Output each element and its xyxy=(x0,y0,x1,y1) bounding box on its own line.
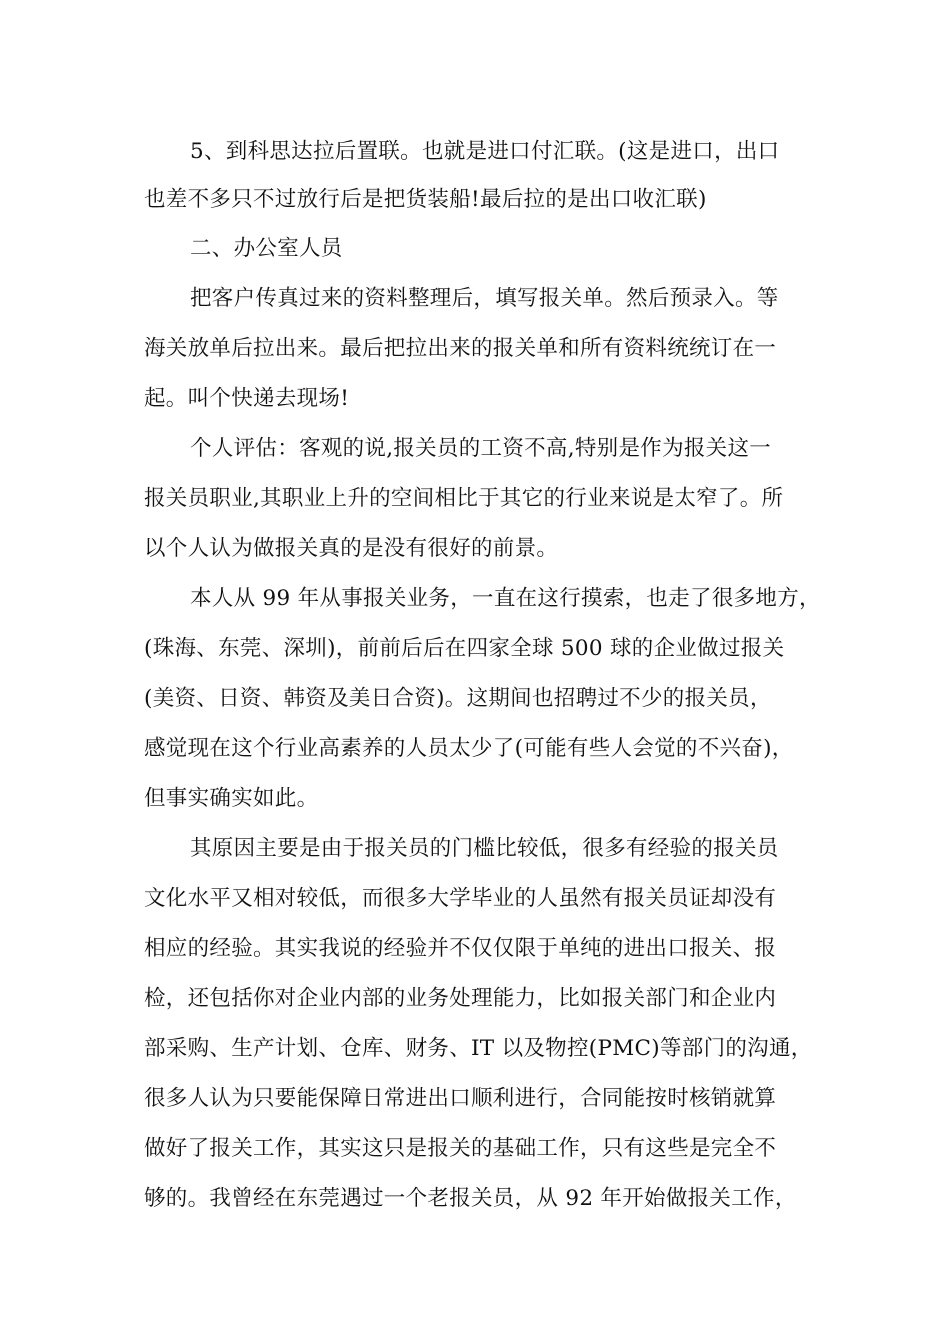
paragraph-line: (美资、日资、韩资及美日合资)。这期间也招聘过不少的报关员， xyxy=(144,686,772,711)
paragraph-line: 5、到科思达拉后置联。也就是进口付汇联。(这是进口，出口 xyxy=(190,139,780,164)
paragraph-line: 检，还包括你对企业内部的业务处理能力，比如报关部门和企业内 xyxy=(144,986,777,1011)
paragraph-line: 本人从 99 年从事报关业务，一直在这行摸索，也走了很多地方， xyxy=(190,586,821,611)
paragraph-line: 也差不多只不过放行后是把货装船!最后拉的是出口收汇联) xyxy=(144,187,707,212)
paragraph-line: 把客户传真过来的资料整理后，填写报关单。然后预录入。等 xyxy=(190,286,779,311)
paragraph-line: 以个人认为做报关真的是没有很好的前景。 xyxy=(144,536,559,561)
paragraph-line: 个人评估：客观的说,报关员的工资不高,特别是作为报关这一 xyxy=(190,436,772,461)
paragraph-line: 相应的经验。其实我说的经验并不仅仅限于单纯的进出口报关、报 xyxy=(144,936,777,961)
paragraph-line: 做好了报关工作，其实这只是报关的基础工作，只有这些是完全不 xyxy=(144,1136,777,1161)
section-heading: 二、办公室人员 xyxy=(190,236,343,261)
paragraph-line: 起。叫个快递去现场! xyxy=(144,386,350,411)
paragraph-line: 感觉现在这个行业高素养的人员太少了(可能有些人会觉的不兴奋)， xyxy=(144,736,794,761)
paragraph-line: 其原因主要是由于报关员的门槛比较低，很多有经验的报关员 xyxy=(190,836,779,861)
paragraph-line: 部采购、生产计划、仓库、财务、IT 以及物控(PMC)等部门的沟通， xyxy=(144,1036,813,1061)
paragraph-line: 报关员职业,其职业上升的空间相比于其它的行业来说是太窄了。所 xyxy=(144,486,784,511)
paragraph-line: 但事实确实如此。 xyxy=(144,786,319,811)
paragraph-line: 很多人认为只要能保障日常进出口顺利进行，合同能按时核销就算 xyxy=(144,1086,777,1111)
paragraph-line: 文化水平又相对较低，而很多大学毕业的人虽然有报关员证却没有 xyxy=(144,886,777,911)
paragraph-line: 够的。我曾经在东莞遇过一个老报关员，从 92 年开始做报关工作， xyxy=(144,1186,797,1211)
paragraph-line: 海关放单后拉出来。最后把拉出来的报关单和所有资料统统订在一 xyxy=(144,336,777,361)
paragraph-line: (珠海、东莞、深圳)，前前后后在四家全球 500 球的企业做过报关 xyxy=(144,636,785,661)
